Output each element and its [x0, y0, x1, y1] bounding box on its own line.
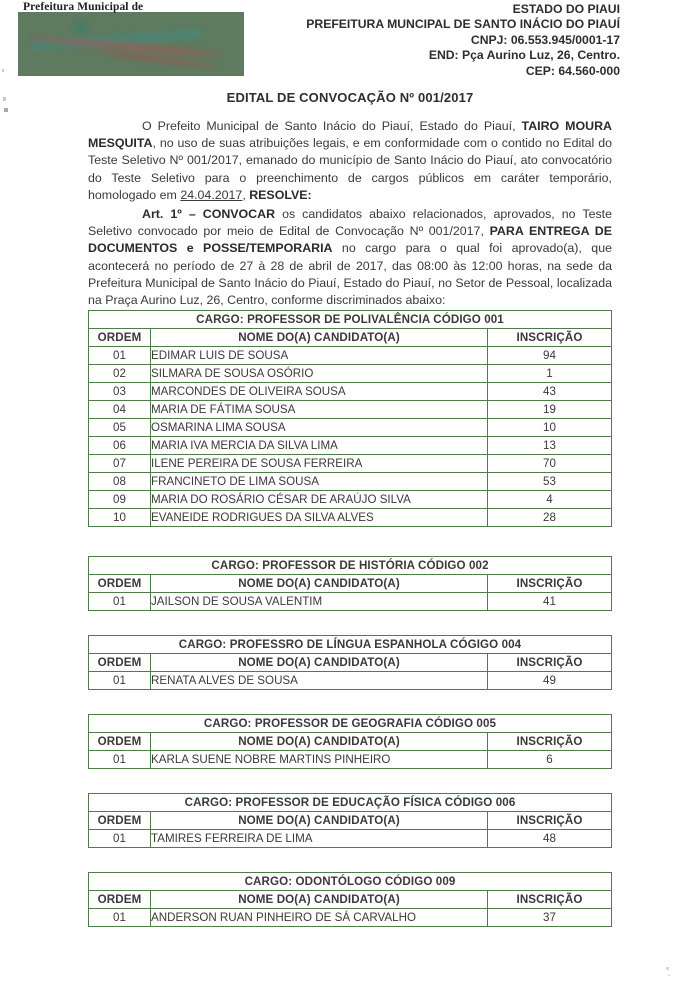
logo-caption: Prefeitura Municipal de	[23, 1, 144, 13]
cell-nome: KARLA SUENE NOBRE MARTINS PINHEIRO	[151, 751, 488, 769]
table-row	[89, 593, 612, 611]
org-line-estado: ESTADO DO PIAUI	[512, 2, 620, 16]
scan-artifact	[4, 108, 8, 112]
cell-inscricao: 41	[488, 593, 612, 611]
cell-nome: RENATA ALVES DE SOUSA	[151, 672, 488, 690]
org-line-cep: CEP: 64.560-000	[525, 63, 620, 78]
logo-emblem-icon	[74, 20, 88, 34]
column-header-row	[89, 654, 612, 672]
cell-inscricao: 70	[488, 455, 612, 473]
p2-text-1: os candidatos abaixo relacionados, aprovados, no Teste Seletivo convocado por meio de Edital de Convocação Nº 001/2017,	[88, 207, 612, 239]
cell-inscricao: 4	[488, 491, 612, 509]
p1-text-3: ,	[242, 187, 250, 202]
cell-ordem: 02	[89, 365, 151, 383]
column-header-row	[89, 891, 612, 909]
column-header-row	[89, 812, 612, 830]
p1-resolve: RESOLVE:	[249, 187, 312, 202]
cell-nome: MARIA DE FÁTIMA SOUSA	[151, 401, 488, 419]
cell-inscricao: 19	[488, 401, 612, 419]
column-header-nome: NOME DO(A) CANDIDATO(A)	[151, 654, 488, 672]
cell-ordem: 01	[89, 909, 151, 927]
cell-ordem: 01	[89, 830, 151, 848]
cell-nome: ILENE PEREIRA DE SOUSA FERREIRA	[151, 455, 488, 473]
cargo-table	[88, 872, 612, 927]
column-header-ordem: ORDEM	[89, 891, 151, 909]
cell-ordem: 10	[89, 509, 151, 527]
column-header-inscricao: INSCRIÇÃO	[488, 575, 612, 593]
cell-inscricao: 28	[488, 509, 612, 527]
page-title: EDITAL DE CONVOCAÇÃO Nº 001/2017	[226, 90, 474, 105]
cell-ordem: 01	[89, 593, 151, 611]
cell-inscricao: 1	[488, 365, 612, 383]
column-header-row	[89, 329, 612, 347]
column-header-inscricao: INSCRIÇÃO	[487, 733, 611, 751]
cargo-title: CARGO: PROFESSOR DE EDUCAÇÃO FÍSICA CÓDIGO 006	[89, 794, 612, 812]
cell-nome: SILMARA DE SOUSA OSÓRIO	[151, 365, 488, 383]
cell-ordem: 03	[89, 383, 151, 401]
scan-artifact	[666, 967, 669, 970]
cell-nome: EDIMAR LUIS DE SOUSA	[151, 347, 488, 365]
cell-inscricao: 13	[488, 437, 612, 455]
cell-inscricao: 10	[488, 419, 612, 437]
cell-ordem: 01	[89, 751, 151, 769]
cargo-table	[88, 635, 612, 690]
municipality-logo	[18, 0, 244, 77]
cell-inscricao: 48	[487, 830, 611, 848]
column-header-nome: NOME DO(A) CANDIDATO(A)	[151, 329, 488, 347]
column-header-inscricao: INSCRIÇÃO	[487, 812, 611, 830]
column-header-inscricao: INSCRIÇÃO	[488, 329, 612, 347]
cell-nome: FRANCINETO DE LIMA SOUSA	[151, 473, 488, 491]
cargo-title: CARGO: PROFESSRO DE LÍNGUA ESPANHOLA CÓGIGO 004	[89, 636, 612, 654]
cargo-title-row	[89, 873, 612, 891]
table-row	[89, 365, 612, 383]
p2-article-label: Art. 1º – CONVOCAR	[142, 207, 276, 222]
cargo-title-row	[89, 794, 612, 812]
paragraph-preamble	[88, 118, 612, 204]
cargo-table	[88, 310, 612, 527]
cargo-title: CARGO: PROFESSOR DE GEOGRAFIA CÓDIGO 005	[89, 715, 612, 733]
cell-inscricao: 43	[488, 383, 612, 401]
cell-ordem: 06	[89, 437, 151, 455]
cargo-title: CARGO: PROFESSOR DE HISTÓRIA CÓDIGO 002	[89, 557, 612, 575]
paragraph-article-1	[88, 206, 612, 309]
cell-nome: EVANEIDE RODRIGUES DA SILVA ALVES	[151, 509, 488, 527]
table-row	[89, 419, 612, 437]
cell-nome: JAILSON DE SOUSA VALENTIM	[151, 593, 488, 611]
table-row	[89, 383, 612, 401]
cell-inscricao: 49	[487, 672, 611, 690]
cell-nome: MARCONDES DE OLIVEIRA SOUSA	[151, 383, 488, 401]
table-row	[89, 491, 612, 509]
document-body	[88, 118, 612, 309]
cargo-table	[88, 556, 612, 611]
column-header-ordem: ORDEM	[89, 812, 151, 830]
cargo-title: CARGO: ODONTÓLOGO CÓDIGO 009	[89, 873, 612, 891]
org-line-prefeitura: PREFEITURA MUNCIPAL DE SANTO INÁCIO DO PIAUÍ	[306, 17, 620, 32]
column-header-ordem: ORDEM	[89, 654, 151, 672]
column-header-inscricao: INSCRIÇÃO	[487, 891, 611, 909]
cell-nome: MARIA IVA MERCIA DA SILVA LIMA	[151, 437, 488, 455]
cargo-title-row	[89, 636, 612, 654]
table-row	[89, 437, 612, 455]
table-row	[89, 509, 612, 527]
column-header-ordem: ORDEM	[89, 329, 151, 347]
cell-ordem: 08	[89, 473, 151, 491]
org-line-cnpj: CNPJ: 06.553.945/0001-17	[470, 32, 620, 47]
table-row	[89, 830, 612, 848]
column-header-nome: NOME DO(A) CANDIDATO(A)	[151, 575, 488, 593]
table-row	[89, 751, 612, 769]
cargo-table	[88, 793, 612, 848]
candidate-tables	[88, 310, 612, 951]
p2-purpose: PARA ENTREGA DE DOCUMENTOS e POSSE/TEMPORARIA	[88, 224, 612, 256]
table-row	[89, 672, 612, 690]
p1-text-2: , no uso de suas atribuições legais, e em conformidade com o contido no Edital do Teste Seletivo Nº 001/2017, emanado do município de Santo Inácio do Piauí, ato convocatório do Teste Seletivo para o preenchimento de cargos públicos em caráter temporário, homologado em	[88, 136, 612, 202]
cargo-title-row	[89, 557, 612, 575]
cell-ordem: 04	[89, 401, 151, 419]
column-header-ordem: ORDEM	[89, 733, 151, 751]
p1-text-1: O Prefeito Municipal de Santo Inácio do Piauí, Estado do Piauí,	[142, 119, 522, 133]
column-header-row	[89, 733, 612, 751]
cell-nome: MARIA DO ROSÁRIO CÉSAR DE ARAÚJO SILVA	[151, 491, 488, 509]
column-header-nome: NOME DO(A) CANDIDATO(A)	[151, 812, 488, 830]
cargo-title: CARGO: PROFESSOR DE POLIVALÊNCIA CÓDIGO 001	[89, 311, 612, 329]
organization-identification	[306, 2, 620, 79]
cargo-title-row	[89, 311, 612, 329]
p1-mayor-name: TAIRO MOURA MESQUITA	[88, 119, 612, 151]
column-header-ordem: ORDEM	[89, 575, 151, 593]
table-row	[89, 347, 612, 365]
cell-inscricao: 94	[488, 347, 612, 365]
cell-ordem: 07	[89, 455, 151, 473]
column-header-nome: NOME DO(A) CANDIDATO(A)	[151, 733, 488, 751]
cell-nome: ANDERSON RUAN PINHEIRO DE SÁ CARVALHO	[151, 909, 488, 927]
column-header-nome: NOME DO(A) CANDIDATO(A)	[151, 891, 488, 909]
cell-nome: OSMARINA LIMA SOUSA	[151, 419, 488, 437]
cell-ordem: 05	[89, 419, 151, 437]
cell-nome: TAMIRES FERREIRA DE LIMA	[151, 830, 488, 848]
p1-homologation-date: 24.04.2017	[180, 187, 243, 202]
logo-image	[18, 12, 244, 76]
cargo-title-row	[89, 715, 612, 733]
column-header-inscricao: INSCRIÇÃO	[487, 654, 611, 672]
cargo-table	[88, 714, 612, 769]
table-row	[89, 909, 612, 927]
cell-inscricao: 53	[488, 473, 612, 491]
table-row	[89, 455, 612, 473]
cell-ordem: 01	[89, 672, 151, 690]
cell-ordem: 01	[89, 347, 151, 365]
p2-text-2: no cargo para o qual foi aprovado(a), que acontecerá no período de 27 à 28 de abril de 2017, das 08:00 às 12:00 horas, na sede da Prefeitura Municipal de Santo Inácio do Piauí, Estado do Piauí, no Setor de Pessoal, localizada na Praça Aurino Luz, 26, Centro, conforme discriminados abaixo:	[88, 241, 612, 308]
document-header	[0, 0, 700, 88]
org-line-endereco: END: Pça Aurino Luz, 26, Centro.	[428, 48, 620, 63]
cell-ordem: 09	[89, 491, 151, 509]
cell-inscricao: 6	[487, 751, 611, 769]
column-header-row	[89, 575, 612, 593]
scan-artifact	[668, 974, 670, 976]
cell-inscricao: 37	[487, 909, 611, 927]
table-row	[89, 401, 612, 419]
table-row	[89, 473, 612, 491]
